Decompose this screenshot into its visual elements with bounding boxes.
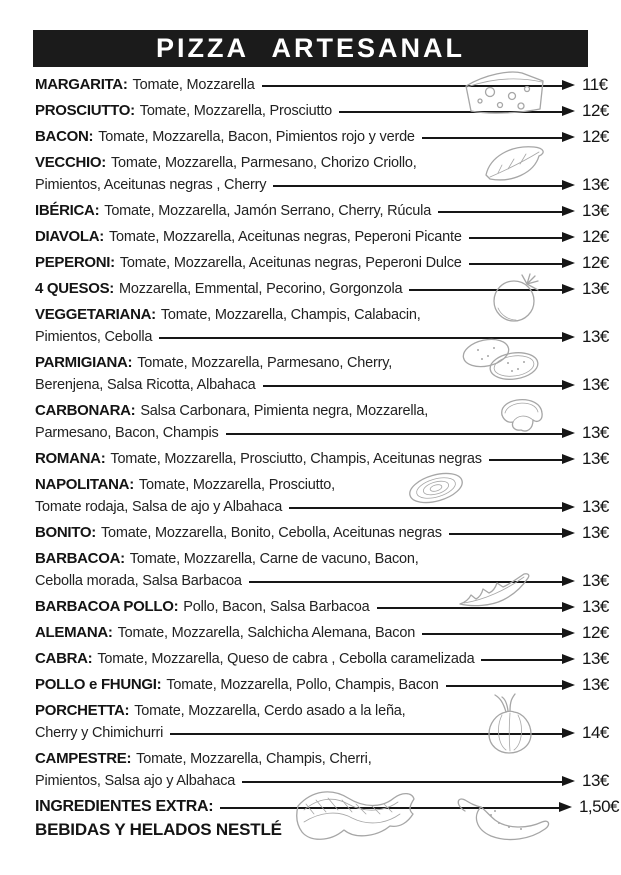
- menu-item-line: [35, 570, 619, 592]
- menu-item-line: [35, 674, 619, 696]
- menu-item: [35, 448, 619, 470]
- menu-item-name: CABRA:: [35, 650, 93, 667]
- menu-item-name: BACON:: [35, 128, 94, 145]
- page-title: PIZZA ARTESANAL: [156, 33, 465, 63]
- menu-item: [35, 226, 619, 248]
- leader-arrow: [263, 378, 575, 392]
- menu-item-ingredients: Cherry y Chimichurri: [35, 725, 164, 741]
- menu-item-line: [35, 496, 619, 518]
- menu-item-ingredients: Tomate, Mozzarella, Salchicha Alemana, Bacon: [117, 625, 416, 641]
- leader-arrow: [262, 78, 575, 92]
- menu-item-line: [35, 448, 619, 470]
- menu-item-ingredients: Tomate, Mozzarella, Prosciutto, Champis, Aceitunas negras: [110, 451, 482, 467]
- menu-item-price: 13€: [582, 771, 609, 790]
- leader-arrow: [469, 230, 575, 244]
- menu-item-line: [35, 796, 619, 818]
- menu-item-ingredients: Mozzarella, Emmental, Pecorino, Gorgonzola: [119, 281, 403, 297]
- menu-item-price: 13€: [582, 327, 609, 346]
- menu-item-ingredients: Tomate, Mozzarella, Pollo, Champis, Bacon: [166, 677, 439, 693]
- menu-item: [35, 252, 619, 274]
- menu-item-ingredients: Tomate, Mozzarella, Aceitunas negras, Peperoni Dulce: [119, 255, 462, 271]
- menu-item-price: 13€: [582, 201, 609, 220]
- menu-item-line: [35, 722, 619, 744]
- menu-item-line: [35, 596, 619, 618]
- menu-item-ingredients: Cebolla morada, Salsa Barbacoa: [35, 573, 242, 589]
- leader-arrow: [469, 256, 575, 270]
- leader-arrow: [422, 626, 575, 640]
- menu-item-line: [35, 126, 619, 148]
- menu-item-line: [35, 304, 619, 326]
- menu-item-ingredients: Tomate rodaja, Salsa de ajo y Albahaca: [35, 499, 283, 515]
- menu-item-price: 12€: [582, 127, 609, 146]
- menu-item-name: PROSCIUTTO:: [35, 102, 135, 119]
- menu-item-ingredients: Tomate, Mozzarella, Cerdo asado a la leña,: [134, 703, 406, 719]
- menu-item-name: ROMANA:: [35, 450, 106, 467]
- menu-item-line: [35, 400, 619, 422]
- extras-row: [35, 796, 619, 818]
- menu-item-price: 12€: [582, 101, 609, 120]
- menu-list: [35, 74, 619, 822]
- menu-item-line: [35, 74, 619, 96]
- menu-item: [35, 596, 619, 618]
- menu-item-name: BONITO:: [35, 524, 96, 541]
- menu-item-ingredients: Tomate, Mozzarella, Prosciutto,: [138, 477, 335, 493]
- menu-item: [35, 548, 619, 592]
- menu-item-ingredients: Parmesano, Bacon, Champis: [35, 425, 219, 441]
- menu-item-name: VEGGETARIANA:: [35, 306, 156, 323]
- leader-arrow: [170, 726, 575, 740]
- menu-item-price: 13€: [582, 649, 609, 668]
- menu-item-line: [35, 622, 619, 644]
- leader-arrow: [339, 104, 575, 118]
- leader-arrow: [377, 600, 575, 614]
- menu-item-price: 13€: [582, 423, 609, 442]
- extras-price: 1,50€: [578, 797, 619, 816]
- menu-item-ingredients: Tomate, Mozzarella, Bacon, Pimientos rojo y verde: [98, 129, 415, 145]
- menu-item-price: 13€: [582, 449, 609, 468]
- leader-arrow: [226, 426, 575, 440]
- menu-item-ingredients: Tomate, Mozzarella, Carne de vacuno, Bacon,: [129, 551, 419, 567]
- menu-item-price: 13€: [582, 523, 609, 542]
- menu-item: [35, 622, 619, 644]
- menu-item-line: [35, 422, 619, 444]
- menu-item-line: [35, 252, 619, 274]
- menu-item-ingredients: Pimientos, Aceitunas negras , Cherry: [35, 177, 267, 193]
- menu-item-ingredients: Tomate, Mozzarella, Bonito, Cebolla, Aceitunas negras: [100, 525, 442, 541]
- menu-item: [35, 278, 619, 300]
- menu-item-name: IBÉRICA:: [35, 202, 100, 219]
- menu-item-name: BARBACOA POLLO:: [35, 598, 179, 615]
- menu-item: [35, 674, 619, 696]
- menu-item-name: 4 QUESOS:: [35, 280, 114, 297]
- menu-item: [35, 200, 619, 222]
- menu-item-price: 13€: [582, 375, 609, 394]
- menu-item-line: [35, 200, 619, 222]
- menu-item-name: MARGARITA:: [35, 76, 128, 93]
- leader-arrow: [289, 500, 575, 514]
- leader-arrow: [249, 574, 575, 588]
- leader-arrow: [489, 452, 575, 466]
- leader-arrow: [422, 130, 575, 144]
- footer-note: BEBIDAS Y HELADOS NESTLÉ: [35, 820, 282, 839]
- menu-item-ingredients: Salsa Carbonara, Pimienta negra, Mozzarella,: [140, 403, 429, 419]
- menu-item-line: [35, 352, 619, 374]
- header-bar: [33, 30, 588, 67]
- menu-item-line: [35, 326, 619, 348]
- menu-item-ingredients: Tomate, Mozzarella, Champis, Calabacin,: [160, 307, 421, 323]
- menu-item: [35, 400, 619, 444]
- menu-item: [35, 304, 619, 348]
- menu-item-name: DIAVOLA:: [35, 228, 104, 245]
- menu-item-ingredients: Tomate, Mozzarella, Prosciutto: [139, 103, 333, 119]
- menu-item-line: [35, 648, 619, 670]
- leader-arrow: [409, 282, 575, 296]
- menu-item-price: 14€: [582, 723, 609, 742]
- menu-item-ingredients: Pimientos, Cebolla: [35, 329, 153, 345]
- menu-item-line: [35, 474, 619, 496]
- menu-item-ingredients: Tomate, Mozzarella, Jamón Serrano, Cherry, Rúcula: [104, 203, 432, 219]
- menu-item: [35, 74, 619, 96]
- menu-item: [35, 126, 619, 148]
- menu-item-ingredients: Tomate, Mozzarella, Queso de cabra , Cebolla caramelizada: [97, 651, 475, 667]
- menu-item-ingredients: Tomate, Mozzarella, Parmesano, Cherry,: [137, 355, 393, 371]
- menu-item: [35, 522, 619, 544]
- menu-item-ingredients: Tomate, Mozzarella, Parmesano, Chorizo Criollo,: [110, 155, 417, 171]
- menu-item-price: 13€: [582, 571, 609, 590]
- menu-item-name: ALEMANA:: [35, 624, 113, 641]
- leader-arrow: [220, 800, 572, 814]
- menu-item-line: [35, 374, 619, 396]
- menu-item-price: 12€: [582, 253, 609, 272]
- menu-item: [35, 100, 619, 122]
- menu-item-price: 12€: [582, 623, 609, 642]
- extras-label: INGREDIENTES EXTRA:: [35, 798, 214, 815]
- menu-item-price: 13€: [582, 279, 609, 298]
- menu-item-line: [35, 522, 619, 544]
- leader-arrow: [159, 330, 575, 344]
- menu-item-price: 13€: [582, 175, 609, 194]
- menu-item-name: CAMPESTRE:: [35, 750, 132, 767]
- menu-item: [35, 474, 619, 518]
- menu-item-line: [35, 770, 619, 792]
- leader-arrow: [273, 178, 575, 192]
- menu-item-line: [35, 548, 619, 570]
- leader-arrow: [446, 678, 575, 692]
- menu-item-ingredients: Tomate, Mozzarella, Champis, Cherri,: [136, 751, 372, 767]
- menu-item-ingredients: Pollo, Bacon, Salsa Barbacoa: [183, 599, 370, 615]
- menu-item-name: VECCHIO:: [35, 154, 106, 171]
- menu-item-name: CARBONARA:: [35, 402, 136, 419]
- menu-item-name: BARBACOA:: [35, 550, 125, 567]
- menu-item-name: PARMIGIANA:: [35, 354, 133, 371]
- menu-item-price: 12€: [582, 227, 609, 246]
- menu-item-line: [35, 100, 619, 122]
- menu-item: [35, 152, 619, 196]
- menu-item: [35, 748, 619, 792]
- menu-item-ingredients: Tomate, Mozzarella: [132, 77, 255, 93]
- leader-arrow: [449, 526, 575, 540]
- menu-item-line: [35, 174, 619, 196]
- menu-item-line: [35, 226, 619, 248]
- leader-arrow: [438, 204, 575, 218]
- menu-item-ingredients: Pimientos, Salsa ajo y Albahaca: [35, 773, 236, 789]
- menu-item: [35, 700, 619, 744]
- menu-item-name: PORCHETTA:: [35, 702, 130, 719]
- leader-arrow: [481, 652, 575, 666]
- menu-item-price: 13€: [582, 675, 609, 694]
- leader-arrow: [242, 774, 575, 788]
- menu-item-price: 13€: [582, 597, 609, 616]
- menu-item: [35, 648, 619, 670]
- menu-item-line: [35, 152, 619, 174]
- menu-item-ingredients: Tomate, Mozzarella, Aceitunas negras, Peperoni Picante: [108, 229, 462, 245]
- menu-item-price: 11€: [582, 75, 608, 94]
- menu-item: [35, 352, 619, 396]
- menu-item-name: NAPOLITANA:: [35, 476, 134, 493]
- menu-item-price: 13€: [582, 497, 609, 516]
- menu-item-ingredients: Berenjena, Salsa Ricotta, Albahaca: [35, 377, 256, 393]
- menu-item-name: PEPERONI:: [35, 254, 115, 271]
- menu-item-line: [35, 278, 619, 300]
- menu-item-line: [35, 700, 619, 722]
- menu-item-name: POLLO e FHUNGI:: [35, 676, 162, 693]
- menu-item-line: [35, 748, 619, 770]
